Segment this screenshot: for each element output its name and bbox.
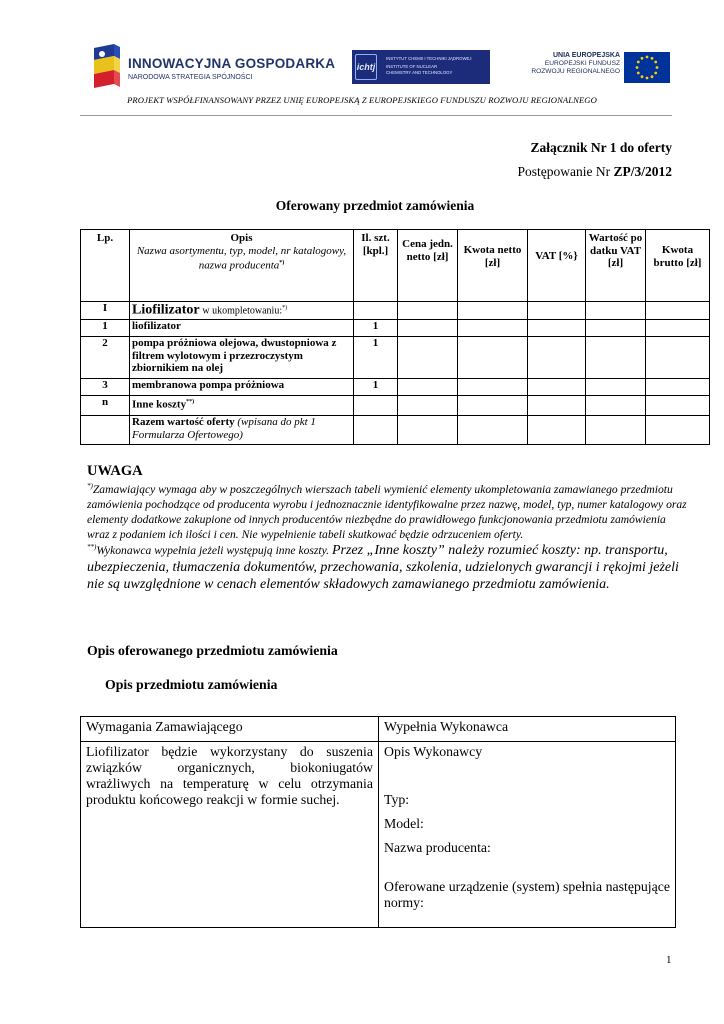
col-desc-sup: *) [279,260,285,266]
producer-label: Nazwa producenta: [384,840,491,855]
cell-empty[interactable] [528,320,586,337]
eu-flag-icon [624,52,670,83]
note-1 [87,482,687,542]
contractor-fill-cell[interactable] [379,742,676,928]
flag-logo-icon [92,44,122,90]
req-row [81,742,676,928]
row-qty: 1 [354,320,398,337]
cell-empty[interactable] [354,302,398,320]
row-desc: membranowa pompa próżniowa [130,379,354,396]
note-2-big: Przez „Inne koszty” należy rozumieć koszty: np. transportu, ubezpieczenia, tłumaczenia dokumentów, przechowania, szkolenia, udzielonych gwarancji i rękojmi jeżeli nie są uwzględnione w cenach elementów składowych zamawianego przedmiotu zamówienia. [87,543,679,592]
cell-empty[interactable] [528,337,586,379]
cell-empty[interactable] [528,379,586,396]
cell-empty[interactable] [586,379,646,396]
cell-empty[interactable] [398,302,458,320]
group-sup: *) [282,305,288,311]
other-costs-sup: **) [186,399,195,405]
row-lp: 1 [81,320,130,337]
offer-table [80,229,710,445]
cell-empty[interactable] [646,337,710,379]
col-gross-header: Kwota brutto [zł] [646,230,710,302]
col-desc-header [130,230,354,302]
cell-empty[interactable] [586,396,646,416]
cell-empty[interactable] [398,379,458,396]
col-qty-header: Il. szt. [kpl.] [354,230,398,302]
table-header-row [81,230,710,302]
cell-empty[interactable] [458,416,528,445]
row-qty: 1 [354,337,398,379]
row-desc: pompa próżniowa olejowa, dwustopniowa z filtrem wylotowym i przezroczystym zbiornikiem na olej [130,337,354,379]
offer-heading: Oferowany przedmiot zamówienia [275,198,475,213]
cell-empty[interactable] [586,320,646,337]
procedure-id: ZP/3/2012 [613,164,672,179]
table-row [81,379,710,396]
other-costs-label: Inne koszty [132,398,187,411]
logo-subtitle: NARODOWA STRATEGIA SPÓJNOŚCI [128,74,253,81]
col-desc-subtitle: Nazwa asortymentu, typ, model, nr katalogowy, nazwa producenta [136,244,347,272]
norms-label: Oferowane urządzenie (system) spełnia następujące normy: [384,879,670,910]
cell-empty [81,416,130,445]
row-lp: 2 [81,337,130,379]
model-label: Model: [384,816,424,831]
col-unit-price-header: Cena jedn. netto [zł] [398,230,458,302]
cell-empty[interactable] [398,416,458,445]
institute-mark: ichtj [355,54,377,80]
col-net-header: Kwota netto [zł] [458,230,528,302]
note-1-text: Zamawiający wymaga aby w poszczególnych wierszach tabeli wymienić elementy ukompletowania zamawianego przedmiotu zamówienia pochodzące od producenta wyrobu i jednoznacznie identyfikowalne przez nazwę, model, typ, numer katalogowy oraz elementy dodatkowe zakupione od innych producentów niezbędne do prawidłowego funkcjonowania przedmiotu zamówienia wraz z podaniem ich ilości i cen. Nie wypełnienie tabeli skutkować będzie odrzuceniem oferty. [87,483,687,541]
row-desc: liofilizator [130,320,354,337]
procedure-number [518,164,673,180]
col-lp-header: Lp. [81,230,130,302]
cell-empty[interactable] [398,396,458,416]
cofinancing-note: PROJEKT WSPÓŁFINANSOWANY PRZEZ UNIĘ EUROPEJSKĄ Z EUROPEJSKIEGO FUNDUSZU ROZWOJU REGIONALNEGO [127,95,597,105]
cell-empty[interactable] [646,396,710,416]
cell-empty[interactable] [586,337,646,379]
group-desc [130,302,354,320]
row-lp: n [81,396,130,416]
cell-empty[interactable] [398,320,458,337]
logo-title: INNOWACYJNA GOSPODARKA [128,56,336,71]
total-desc [130,416,354,445]
req-col-contractor: Wypełnia Wykonawca [379,717,676,742]
uwaga-notes [87,482,687,593]
innowacyjna-gospodarka-logo [92,42,336,94]
requirements-table [80,716,676,928]
group-row [81,302,710,320]
cell-empty[interactable] [458,337,528,379]
eu-line-1: UNIA EUROPEJSKA [552,52,620,59]
eu-logo [528,44,676,90]
total-note: (wpisana do pkt 1 Formularza Ofertowego) [132,416,316,441]
cell-empty[interactable] [586,416,646,445]
cell-empty[interactable] [646,302,710,320]
cell-empty[interactable] [458,302,528,320]
req-col-client: Wymagania Zamawiającego [81,717,379,742]
row-qty: 1 [354,379,398,396]
eu-line-3: ROZWOJU REGIONALNEGO [531,68,620,75]
contractor-desc-label: Opis Wykonawcy [384,744,483,759]
institute-line-3: CHEMISTRY AND TECHNOLOGY [386,70,453,75]
col-vat-value-header: Wartość podatku VAT [zł] [586,230,646,302]
cell-empty[interactable] [528,396,586,416]
note-2 [87,542,687,593]
cell-empty[interactable] [646,416,710,445]
requirement-text: Liofilizator będzie wykorzystany do suszenia związków organicznych, biokoniugatów wrażliwych na temperaturę w celu otrzymania produktu końcowego reakcji w formie suchej. [81,742,379,928]
total-label: Razem wartość oferty [132,416,235,428]
cell-empty[interactable] [398,337,458,379]
header-divider [80,115,672,116]
institute-line-2: INSTITUTE OF NUCLEAR [386,64,438,69]
procedure-label: Postępowanie Nr [517,164,611,179]
eu-line-2: EUROPEJSKI FUNDUSZ [544,60,620,67]
group-suffix: w ukompletowaniu: [202,305,283,317]
group-lp: I [81,302,130,320]
cell-empty[interactable] [646,379,710,396]
cell-empty[interactable] [354,416,398,445]
note-1-sup: *) [87,482,93,491]
page-number: 1 [666,954,672,966]
cell-empty[interactable] [646,320,710,337]
section-heading-description: Opis przedmiotu zamówienia [105,677,278,692]
uwaga-heading: UWAGA [87,463,143,479]
other-costs-row [81,396,710,416]
cell-empty[interactable] [458,396,528,416]
row-lp: 3 [81,379,130,396]
cell-empty[interactable] [458,320,528,337]
cell-empty[interactable] [528,302,586,320]
table-row [81,320,710,337]
cell-empty[interactable] [586,302,646,320]
section-heading-offered: Opis oferowanego przedmiotu zamówienia [87,643,338,658]
type-label: Typ: [384,792,410,807]
col-vat-header: VAT [%} [528,230,586,302]
col-desc-title: Opis [230,232,253,244]
institute-line-1: INSTYTUT CHEMII I TECHNIKI JĄDROWEJ [386,56,472,61]
table-row [81,337,710,379]
note-2-small: Wykonawca wypełnia jeżeli występują inne koszty. [96,544,330,557]
other-costs-desc [130,396,354,416]
group-name: Liofilizator [132,302,200,318]
institute-logo [352,50,490,84]
cell-empty[interactable] [354,396,398,416]
attachment-title: Załącznik Nr 1 do oferty [530,140,672,155]
note-2-sup: **) [87,543,97,552]
eu-logo-text [531,52,620,76]
cell-empty[interactable] [458,379,528,396]
req-header-row [81,717,676,742]
total-row [81,416,710,445]
cell-empty[interactable] [528,416,586,445]
